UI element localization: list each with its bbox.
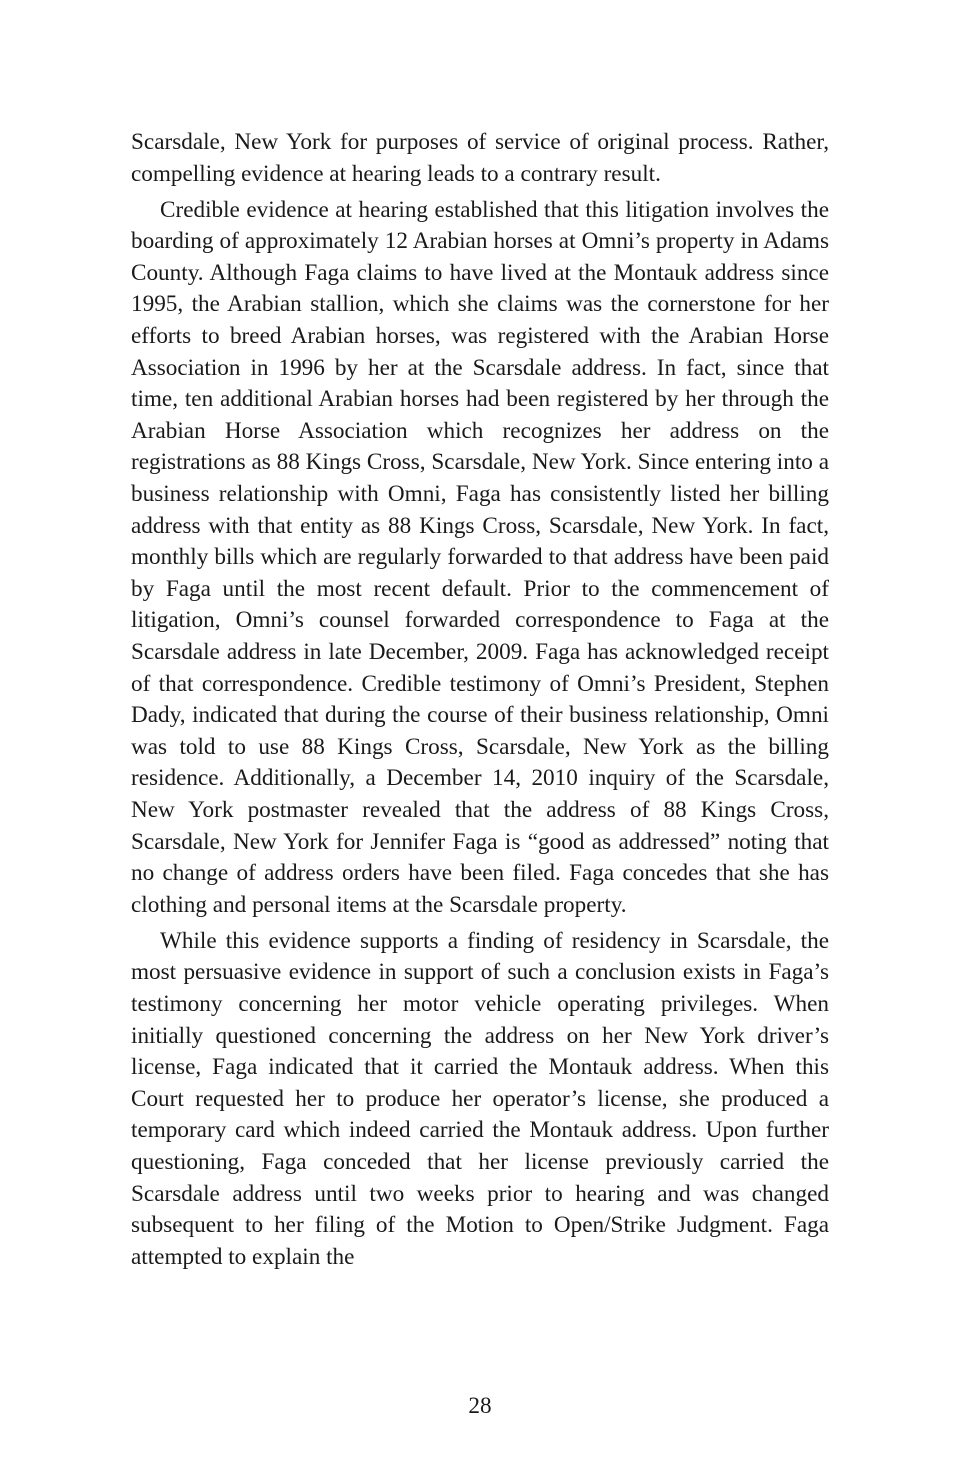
paragraph-evidence: Credible evidence at hearing established that this litigation involves the boarding of approximately 12 Arabian horses at Omni’s property in Adams County. Although Faga claims to have lived at the Montauk address since 1995, the Arabian stallion, which she claims was the cornerstone for her efforts to breed Arabian horses, was registered with the Arabian Horse Association in 1996 by her at the Scarsdale address. In fact, since that time, ten additional Arabian horses had been registered by her through the Arabian Horse Association which recognizes her address on the registrations as 88 Kings Cross, Scarsdale, New York. Since entering into a business relationship with Omni, Faga has consistently listed her billing address with that entity as 88 Kings Cross, Scarsdale, New York. In fact, monthly bills which are regularly forwarded to that address have been paid by Faga until the most recent default. Prior to the commencement of litigation, Omni’s counsel forwarded correspondence to Faga at the Scarsdale address in late December, 2009. Faga has acknowledged receipt of that correspondence. Credible testimony of Omni’s President, Stephen Dady, indicated that during the course of their business relationship, Omni was told to use 88 Kings Cross, Scarsdale, New York as the billing residence. Additionally, a December 14, 2010 inquiry of the Scarsdale, New York postmaster revealed that the address of 88 Kings Cross, Scarsdale, New York for Jennifer Faga is “good as addressed” noting that no change of address orders have been filed. Faga concedes that she has clothing and personal items at the Scarsdale property. [131, 196, 829, 918]
paragraph-continuation: Scarsdale, New York for purposes of service of original process. Rather, compelling evidence at hearing leads to a contrary result. [131, 129, 829, 187]
page-number: 28 [468, 1393, 492, 1419]
paragraph-residency: While this evidence supports a finding of residency in Scarsdale, the most persuasive evidence in support of such a conclusion exists in Faga’s testimony concerning her motor vehicle operating privileges. When initially questioned concerning the address on her New York driver’s license, Faga indicated that it carried the Montauk address. When this Court requested her to produce her operator’s license, she produced a temporary card which indeed carried the Montauk address. Upon further questioning, Faga conceded that her license previously carried the Scarsdale address until two weeks prior to hearing and was changed subsequent to her filing of the Motion to Open/Strike Judgment. Faga attempted to explain the [131, 927, 829, 1270]
body-text [131, 127, 829, 1278]
